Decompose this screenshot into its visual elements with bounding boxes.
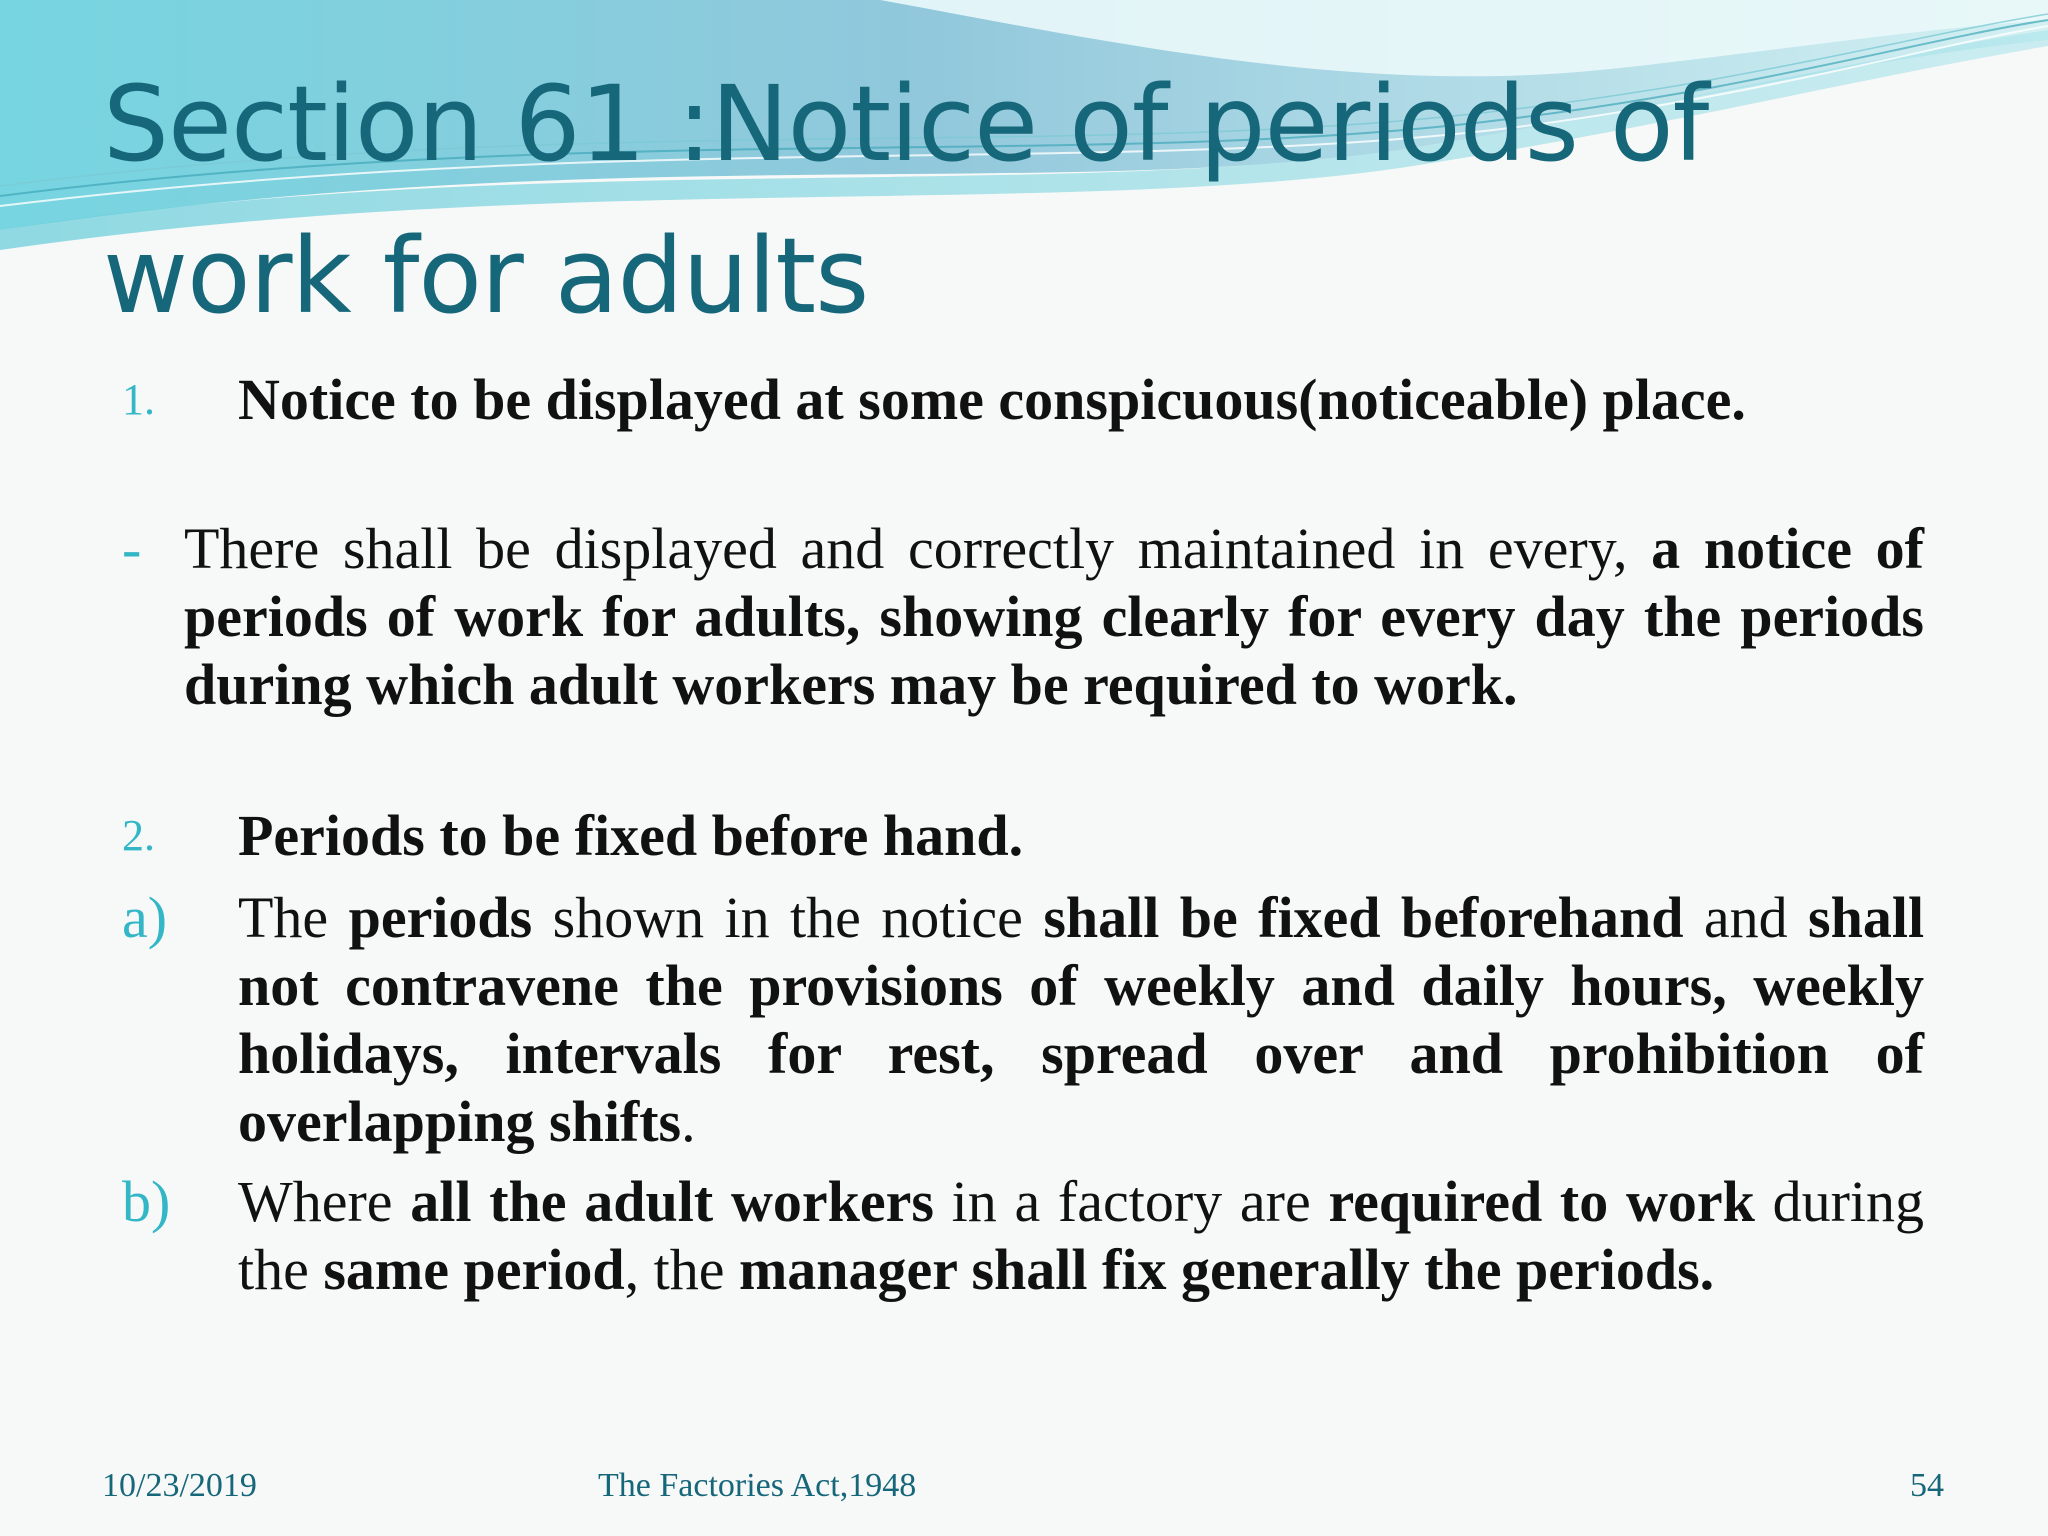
item-a-part-3: shown in the notice xyxy=(552,885,1023,950)
item-a-part-7: . xyxy=(681,1089,696,1154)
list-item-b xyxy=(238,1168,1924,1304)
item-b-part-5: during the xyxy=(238,1169,1925,1302)
dash-text-bold: a notice of periods of work for adults, showing clearly for every day the periods during which adult workers may be required to work. xyxy=(184,516,1924,717)
item-b-part-2: all the adult workers xyxy=(410,1169,934,1234)
item-a-part-6: shall not contravene the provisions of weekly and daily hours, weekly holidays, intervals for rest, spread over and prohibition of overlapping shifts xyxy=(238,885,1925,1154)
item-a-part-1: The xyxy=(238,885,329,950)
item-a-part-4: shall be fixed beforehand xyxy=(1043,885,1684,950)
list-item-1-text: Notice to be displayed at some conspicuous(noticeable) place. xyxy=(238,367,1746,432)
list-item-a xyxy=(238,884,1924,1156)
list-item-1 xyxy=(238,366,1924,434)
dash-text-plain: There shall be displayed and correctly maintained in every, xyxy=(184,516,1628,581)
item-b-part-8: manager shall fix generally the periods. xyxy=(738,1237,1715,1302)
list-item-2-text: Periods to be fixed before hand. xyxy=(238,803,1024,868)
item-b-part-1: Where xyxy=(238,1169,393,1234)
footer-date: 10/23/2019 xyxy=(102,1467,257,1504)
item-b-part-6: same period xyxy=(323,1237,625,1302)
list-item-dash xyxy=(184,515,1924,719)
list-marker-a: a) xyxy=(122,885,168,950)
item-b-part-4: required to work xyxy=(1328,1169,1755,1234)
footer-page-number: 54 xyxy=(1910,1467,1944,1504)
slide-title: Section 61 :Notice of periods of work for adults xyxy=(103,63,1709,337)
item-a-part-5: and xyxy=(1703,885,1788,950)
item-b-part-3: in a factory are xyxy=(951,1169,1311,1234)
item-a-part-2: periods xyxy=(348,885,533,950)
list-marker-b: b) xyxy=(122,1169,171,1234)
list-marker-dash: - xyxy=(122,516,142,581)
list-marker-2: 2. xyxy=(122,811,155,860)
list-item-2 xyxy=(238,802,1924,870)
list-marker-1: 1. xyxy=(122,375,155,424)
item-b-part-7: , the xyxy=(624,1237,725,1302)
footer-title: The Factories Act,1948 xyxy=(598,1467,917,1504)
